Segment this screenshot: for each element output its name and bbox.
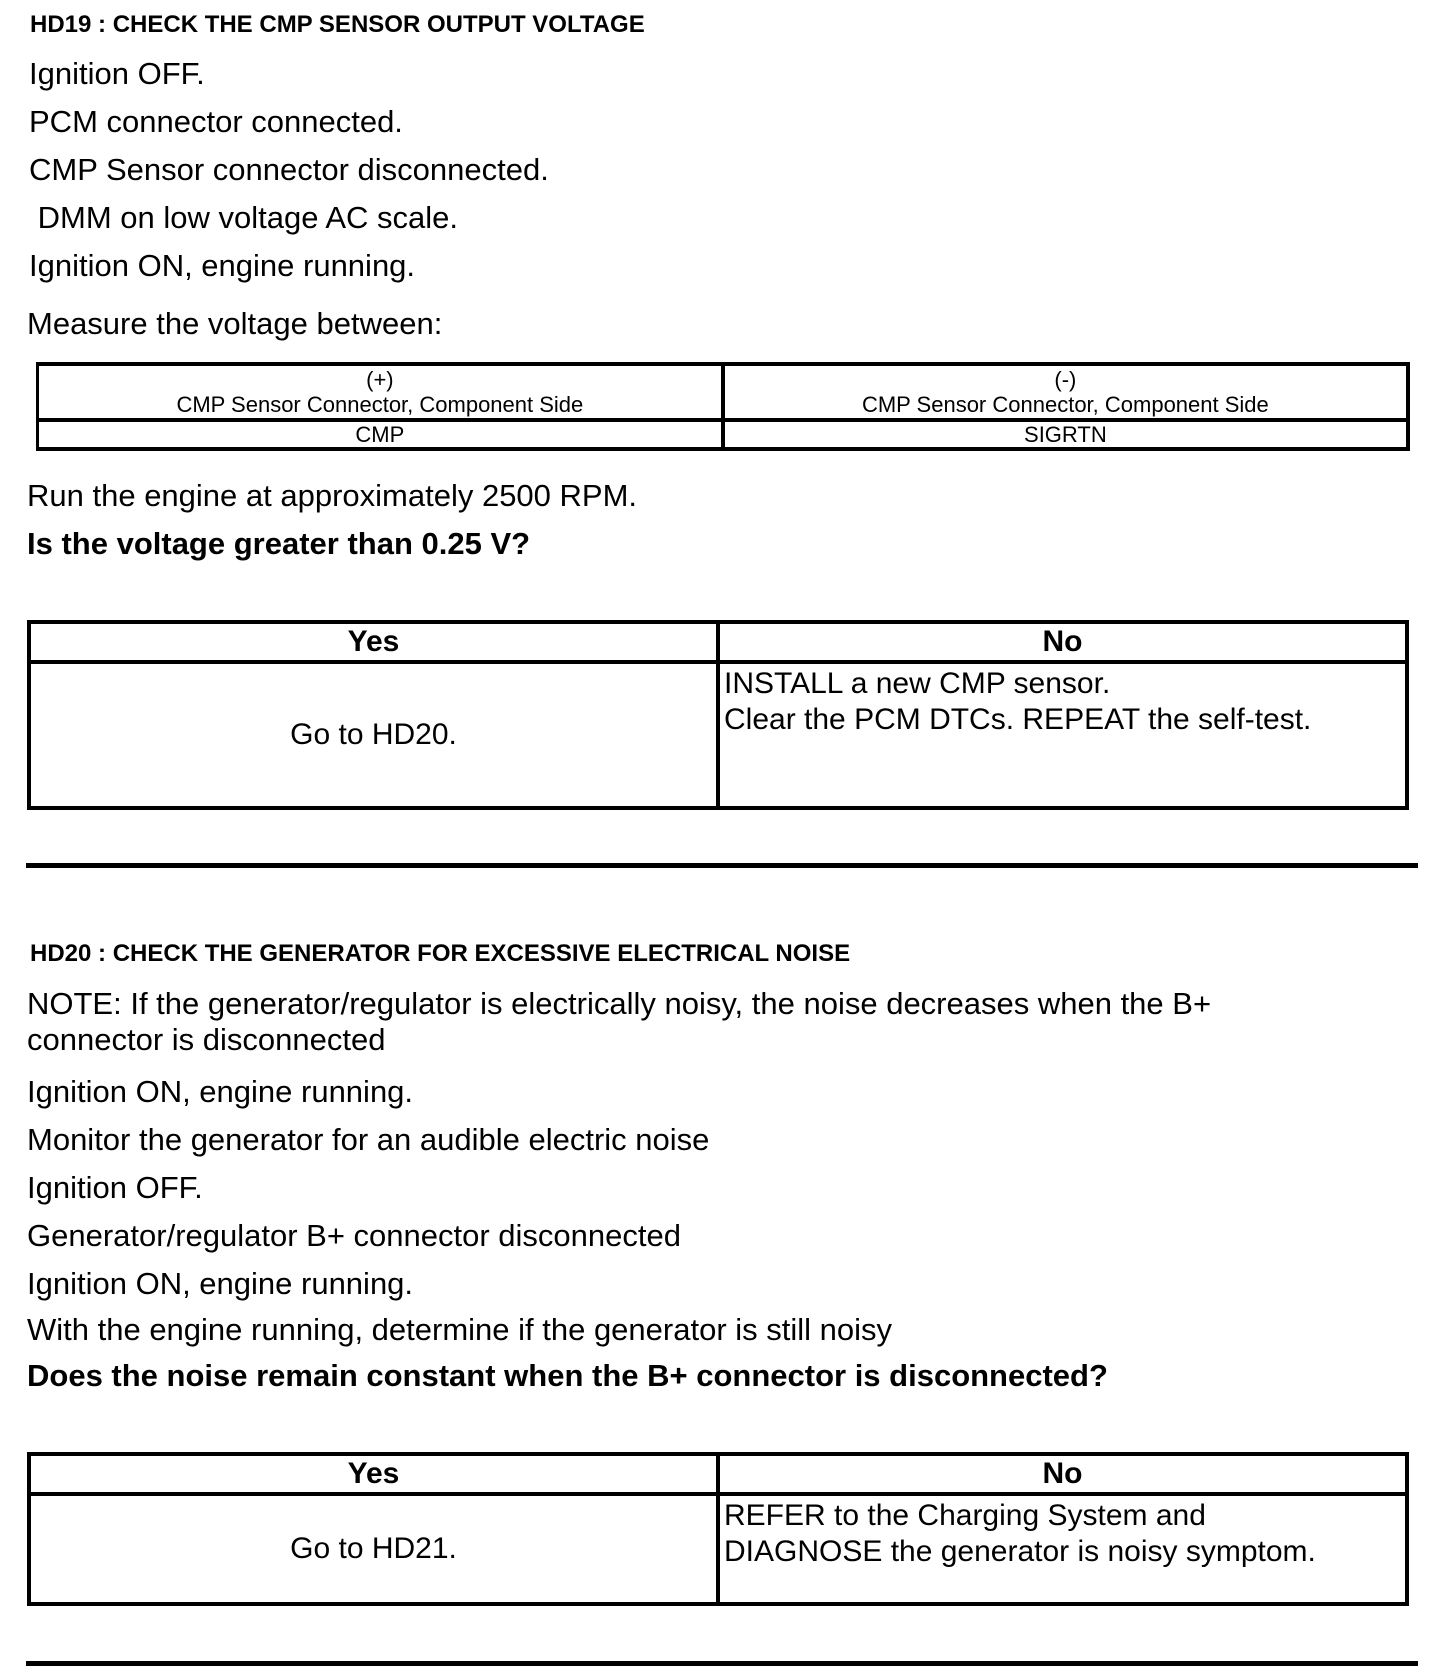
no-action-line: DIAGNOSE the generator is noisy symptom.: [724, 1535, 1316, 1568]
no-action-line: REFER to the Charging System and: [724, 1499, 1206, 1532]
hd19-question: Is the voltage greater than 0.25 V?: [27, 526, 531, 561]
hd20-heading: HD20 : CHECK THE GENERATOR FOR EXCESSIVE ELECTRICAL NOISE: [30, 940, 851, 967]
hd20-step: Monitor the generator for an audible electric noise: [27, 1122, 710, 1157]
hd20-step: Ignition ON, engine running.: [27, 1074, 414, 1109]
hd19-step: PCM connector connected.: [29, 104, 403, 139]
negative-probe-cell: [723, 364, 1408, 420]
hd19-step: CMP Sensor connector disconnected.: [29, 152, 549, 187]
positive-probe-cell: [38, 364, 723, 420]
hd20-step: Ignition ON, engine running.: [27, 1266, 414, 1301]
hd19-measure-label: Measure the voltage between:: [27, 306, 443, 341]
hd20-result-table: [27, 1452, 1409, 1606]
hd20-step: Ignition OFF.: [27, 1170, 203, 1205]
hd20-note-line: connector is disconnected: [27, 1022, 386, 1057]
positive-sign: (+): [366, 367, 394, 392]
no-header: No: [718, 1454, 1407, 1494]
hd20-note: [27, 986, 1211, 1058]
hd19-instruction: Run the engine at approximately 2500 RPM.: [27, 478, 638, 513]
no-action-line: Clear the PCM DTCs. REPEAT the self-test.: [724, 703, 1312, 736]
no-action: [718, 1494, 1407, 1604]
no-header: No: [718, 622, 1407, 662]
hd20-step: With the engine running, determine if the generator is still noisy: [27, 1312, 893, 1347]
hd19-step: Ignition OFF.: [29, 56, 205, 91]
hd20-note-line: NOTE: If the generator/regulator is electrically noisy, the noise decreases when the B+: [27, 986, 1212, 1021]
negative-location: CMP Sensor Connector, Component Side: [861, 392, 1269, 417]
measurement-table: [36, 362, 1410, 451]
negative-sign: (-): [1054, 367, 1077, 392]
no-action: [718, 662, 1407, 808]
hd20-step: Generator/regulator B+ connector disconnected: [27, 1218, 681, 1253]
hd19-step: DMM on low voltage AC scale.: [29, 200, 459, 235]
hd20-question: Does the noise remain constant when the B+ connector is disconnected?: [27, 1358, 1108, 1393]
positive-pin: CMP: [38, 420, 723, 449]
positive-location: CMP Sensor Connector, Component Side: [176, 392, 584, 417]
hd19-result-table: [27, 620, 1409, 810]
no-action-line: INSTALL a new CMP sensor.: [724, 667, 1111, 700]
negative-pin: SIGRTN: [723, 420, 1408, 449]
yes-header: Yes: [29, 622, 718, 662]
yes-action-link[interactable]: Go to HD20.: [29, 662, 718, 808]
hd19-heading: HD19 : CHECK THE CMP SENSOR OUTPUT VOLTAGE: [30, 11, 645, 38]
section-divider: [26, 863, 1418, 868]
yes-action-link[interactable]: Go to HD21.: [29, 1494, 718, 1604]
yes-header: Yes: [29, 1454, 718, 1494]
hd19-step: Ignition ON, engine running.: [29, 248, 416, 283]
section-divider: [26, 1661, 1418, 1666]
